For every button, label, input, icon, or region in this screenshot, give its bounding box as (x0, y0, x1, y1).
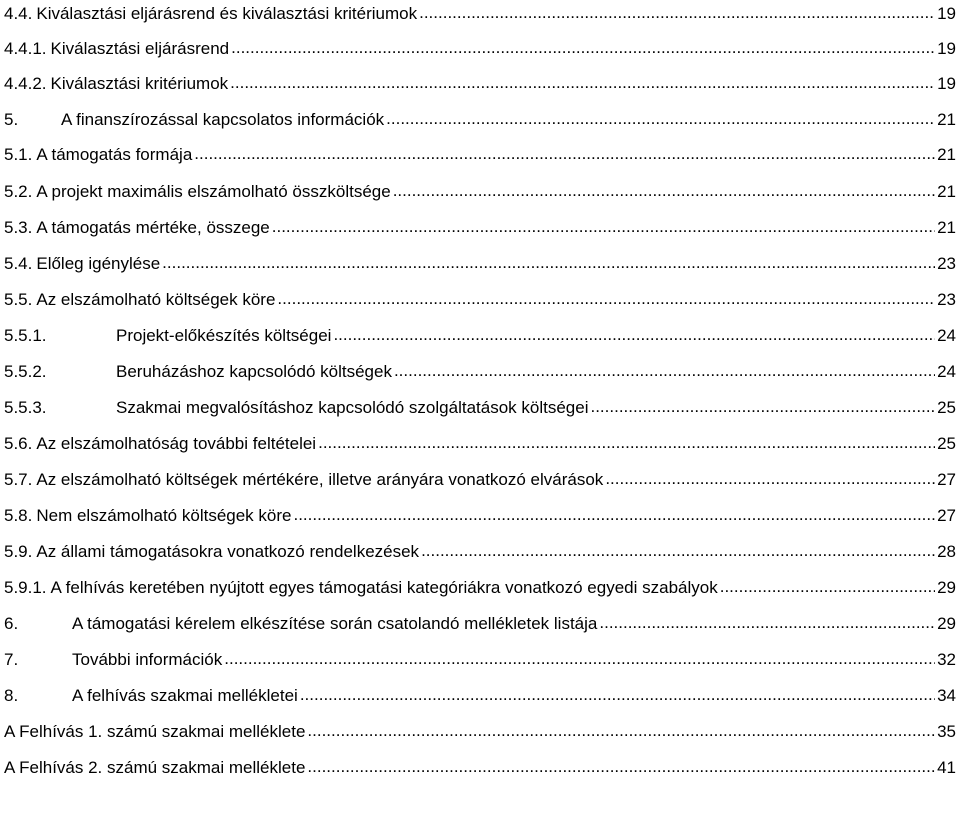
toc-entry-page-number: 23 (937, 254, 956, 273)
dot-leader (590, 395, 935, 419)
toc-entry-title: Beruházáshoz kapcsolódó költségek (116, 362, 392, 381)
toc-entry-title: Az elszámolható költségek mértékére, illetve arányára vonatkozó elvárások (36, 470, 604, 489)
toc-entry-number: 5.5. (4, 290, 33, 309)
toc-entry-number: 4.4.2. (4, 74, 47, 93)
toc-entry-title: A Felhívás 2. számú szakmai melléklete (4, 758, 306, 777)
dot-leader (224, 647, 935, 671)
toc-entry[interactable] (4, 720, 960, 744)
dot-leader (720, 575, 935, 599)
toc-entry-page-number: 21 (937, 145, 956, 164)
toc-entry-title: A Felhívás 1. számú szakmai melléklete (4, 722, 306, 741)
dot-leader (300, 683, 935, 707)
dot-leader (333, 323, 935, 347)
toc-entry-number: 5.5.1. (4, 326, 47, 345)
toc-entry[interactable] (4, 576, 960, 600)
toc-entry-title: A támogatás formája (36, 145, 193, 164)
dot-leader (277, 287, 935, 311)
toc-entry-page-number: 21 (937, 110, 956, 129)
toc-entry[interactable] (4, 2, 960, 26)
toc-entry-number: 5.5.2. (4, 362, 47, 381)
toc-entry[interactable] (4, 37, 960, 61)
toc-entry[interactable] (4, 108, 960, 132)
toc-entry-title: Kiválasztási eljárásrend és kiválasztási kritériumok (36, 4, 418, 23)
toc-entry-title: Előleg igénylése (36, 254, 161, 273)
dot-leader (393, 179, 935, 203)
toc-entry-number: 5.2. (4, 182, 33, 201)
dot-leader (419, 1, 935, 25)
toc-entry-title: Kiválasztási eljárásrend (50, 39, 230, 58)
toc-entry-page-number: 21 (937, 182, 956, 201)
toc-entry-page-number: 23 (937, 290, 956, 309)
toc-entry-title: Az állami támogatásokra vonatkozó rendelkezések (36, 542, 420, 561)
toc-entry-number: 5.9. (4, 542, 33, 561)
dot-leader (293, 503, 935, 527)
toc-entry[interactable] (4, 468, 960, 492)
toc-entry[interactable] (4, 504, 960, 528)
toc-entry-number: 5.6. (4, 434, 33, 453)
toc-entry[interactable] (4, 648, 960, 672)
toc-entry-title: Szakmai megvalósításhoz kapcsolódó szolgáltatások költségei (116, 398, 589, 417)
toc-entry[interactable] (4, 143, 960, 167)
toc-entry-number: 5.1. (4, 145, 33, 164)
toc-entry[interactable] (4, 252, 960, 276)
dot-leader (599, 611, 935, 635)
dot-leader (386, 107, 935, 131)
toc-entry[interactable] (4, 72, 960, 96)
dot-leader (307, 719, 935, 743)
toc-entry-page-number: 29 (937, 578, 956, 597)
dot-leader (605, 467, 935, 491)
toc-entry[interactable] (4, 396, 960, 420)
toc-entry-page-number: 21 (937, 218, 956, 237)
dot-leader (194, 142, 935, 166)
toc-entry-title: További információk (72, 650, 223, 669)
toc-entry-page-number: 29 (937, 614, 956, 633)
toc-entry-number: 5.8. (4, 506, 33, 525)
toc-entry-title: A felhívás szakmai mellékletei (72, 686, 298, 705)
toc-entry-title: Az elszámolható költségek köre (36, 290, 276, 309)
dot-leader (394, 359, 935, 383)
dot-leader (162, 251, 935, 275)
toc-entry[interactable] (4, 432, 960, 456)
toc-entry-number: 5.7. (4, 470, 33, 489)
toc-entry[interactable] (4, 684, 960, 708)
dot-leader (230, 71, 935, 95)
dot-leader (307, 755, 935, 779)
toc-entry[interactable] (4, 216, 960, 240)
toc-entry-title: Kiválasztási kritériumok (50, 74, 229, 93)
toc-entry-title: Nem elszámolható költségek köre (36, 506, 292, 525)
toc-entry-number: 5.9.1. (4, 578, 47, 597)
toc-entry-number: 5.3. (4, 218, 33, 237)
toc-entry-page-number: 25 (937, 398, 956, 417)
toc-entry[interactable] (4, 288, 960, 312)
toc-entry[interactable] (4, 540, 960, 564)
toc-entry-title: A támogatási kérelem elkészítése során csatolandó mellékletek listája (72, 614, 598, 633)
toc-entry-page-number: 24 (937, 326, 956, 345)
toc-entry-number: 5.4. (4, 254, 33, 273)
toc-entry-number: 5.5.3. (4, 398, 47, 417)
toc-entry-title: Az elszámolhatóság további feltételei (36, 434, 317, 453)
dot-leader (421, 539, 935, 563)
toc-entry-number: 4.4.1. (4, 39, 47, 58)
toc-entry-page-number: 28 (937, 542, 956, 561)
toc-entry-page-number: 35 (937, 722, 956, 741)
toc-entry-title: A támogatás mértéke, összege (36, 218, 270, 237)
toc-entry-page-number: 27 (937, 506, 956, 525)
toc-entry-page-number: 19 (937, 4, 956, 23)
dot-leader (231, 36, 935, 60)
toc-entry-page-number: 32 (937, 650, 956, 669)
toc-entry-number: 8. (4, 686, 19, 705)
toc-entry-title: A projekt maximális elszámolható összköltsége (36, 182, 391, 201)
toc-entry[interactable] (4, 180, 960, 204)
toc-entry-title: Projekt-előkészítés költségei (116, 326, 332, 345)
toc-entry-page-number: 27 (937, 470, 956, 489)
toc-entry[interactable] (4, 360, 960, 384)
toc-entry-page-number: 25 (937, 434, 956, 453)
toc-entry[interactable] (4, 324, 960, 348)
toc-entry-title: A finanszírozással kapcsolatos információk (61, 110, 385, 129)
toc-entry-number: 7. (4, 650, 19, 669)
toc-entry-page-number: 24 (937, 362, 956, 381)
toc-entry[interactable] (4, 756, 960, 780)
toc-entry[interactable] (4, 612, 960, 636)
toc-entry-number: 6. (4, 614, 19, 633)
toc-entry-page-number: 19 (937, 39, 956, 58)
dot-leader (318, 431, 935, 455)
toc-entry-page-number: 19 (937, 74, 956, 93)
toc-entry-title: A felhívás keretében nyújtott egyes támogatási kategóriákra vonatkozó egyedi szabályok (50, 578, 718, 597)
toc-entry-number: 4.4. (4, 4, 33, 23)
toc-entry-page-number: 41 (937, 758, 956, 777)
toc-entry-page-number: 34 (937, 686, 956, 705)
toc-entry-number: 5. (4, 110, 19, 129)
dot-leader (272, 215, 935, 239)
